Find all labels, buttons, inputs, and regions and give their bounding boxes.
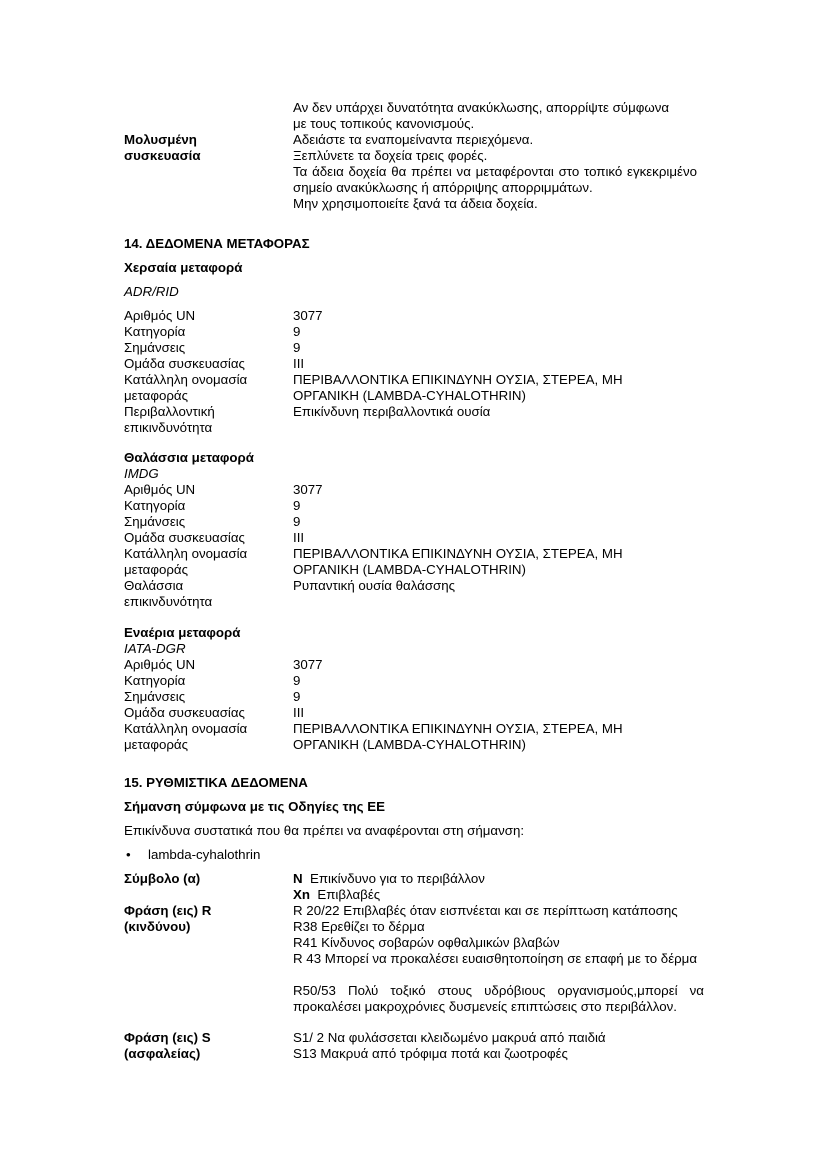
land-hazard-value: Επικίνδυνη περιβαλλοντικά ουσία [293,404,491,419]
s-phrase: S13 Μακρυά από τρόφιμα ποτά και ζωοτροφές [293,1046,568,1061]
air-transport-title: Εναέρια μεταφορά [124,625,241,640]
symbol-row-xn [293,887,380,903]
r-phrase: R38 Ερεθίζει το δέρμα [293,919,425,934]
ingredient-item: lambda-cyhalothrin [148,847,261,862]
bullet-icon: • [126,847,131,862]
land-class-label: Κατηγορία [124,324,186,339]
sea-class-value: 9 [293,498,301,513]
sea-class-label: Κατηγορία [124,498,186,513]
air-class-value: 9 [293,673,301,688]
air-shipping-name-value-2: ΟΡΓΑΝΙΚΗ (LAMBDA-CYHALOTHRIN) [293,737,526,752]
symbol-code: Xn [293,887,310,902]
land-shipping-name-value-2: ΟΡΓΑΝΙΚΗ (LAMBDA-CYHALOTHRIN) [293,388,526,403]
sea-shipping-name-value-1: ΠΕΡΙΒΑΛΛΟΝΤΙΚΑ ΕΠΙΚΙΝΔΥΝΗ ΟΥΣΙΑ, ΣΤΕΡΕΑ, ΜΗ [293,546,623,561]
symbol-text: Επιβλαβές [317,887,381,902]
disposal-intro-line-1: Αν δεν υπάρχει δυνατότητα ανακύκλωσης, απορρίψτε σύμφωνα [293,100,670,115]
disposal-line: Τα άδεια δοχεία θα πρέπει να μεταφέρονται στο τοπικό εγκεκριμένο σημείο ανακύκλωσης ή απόρριψης απορριμμάτων. [293,164,697,195]
land-labels-label: Σημάνσεις [124,340,186,355]
section-15-heading: 15. ΡΥΘΜΙΣΤΙΚΑ ΔΕΔΟΜΕΝΑ [124,775,308,790]
r-phrase: R41 Κίνδυνος σοβαρών οφθαλμικών βλαβών [293,935,560,950]
r-phrase: R 20/22 Επιβλαβές όταν εισπνέεται και σε περίπτωση κατάποσης [293,903,678,918]
sea-regulation: IMDG [124,466,159,481]
r-phrase: R 43 Μπορεί να προκαλέσει ευαισθητοποίηση σε επαφή με το δέρμα [293,951,698,966]
symbol-row-n [293,871,485,887]
sea-hazard-label-1: Θαλάσσια [124,578,184,593]
air-shipping-name-label-1: Κατάλληλη ονομασία [124,721,248,736]
sea-shipping-name-label-1: Κατάλληλη ονομασία [124,546,248,561]
land-hazard-label-1: Περιβαλλοντική [124,404,215,419]
land-un-value: 3077 [293,308,323,323]
air-class-label: Κατηγορία [124,673,186,688]
land-shipping-name-value-1: ΠΕΡΙΒΑΛΛΟΝΤΙΚΑ ΕΠΙΚΙΝΔΥΝΗ ΟΥΣΙΑ, ΣΤΕΡΕΑ, ΜΗ [293,372,623,387]
sea-labels-value: 9 [293,514,301,529]
land-shipping-name-label-1: Κατάλληλη ονομασία [124,372,248,387]
disposal-intro-line-2: με τους τοπικούς κανονισμούς. [293,116,475,131]
land-transport-title: Χερσαία μεταφορά [124,260,243,275]
land-hazard-label-2: επικινδυνότητα [124,420,213,435]
r-phrase-label-1: Φράση (εις) R [124,903,212,918]
section-14-heading: 14. ΔΕΔΟΜΕΝΑ ΜΕΤΑΦΟΡΑΣ [124,236,310,251]
air-shipping-name-value-1: ΠΕΡΙΒΑΛΛΟΝΤΙΚΑ ΕΠΙΚΙΝΔΥΝΗ ΟΥΣΙΑ, ΣΤΕΡΕΑ, ΜΗ [293,721,623,736]
air-labels-value: 9 [293,689,301,704]
contaminated-packaging-label-2: συσκευασία [124,148,201,163]
symbol-code: N [293,871,303,886]
contaminated-packaging-label-1: Μολυσμένη [124,132,197,147]
land-shipping-name-label-2: μεταφοράς [124,388,189,403]
sea-labels-label: Σημάνσεις [124,514,186,529]
land-un-label: Αριθμός UN [124,308,196,323]
symbol-text: Επικίνδυνο για το περιβάλλον [310,871,485,886]
air-labels-label: Σημάνσεις [124,689,186,704]
hazardous-components-intro: Επικίνδυνα συστατικά που θα πρέπει να αναφέρονται στη σήμανση: [124,823,525,838]
land-packing-group-label: Ομάδα συσκευασίας [124,356,245,371]
sea-packing-group-value: III [293,530,305,545]
air-packing-group-value: III [293,705,305,720]
land-labels-value: 9 [293,340,301,355]
eu-labelling-subtitle: Σήμανση σύμφωνα με τις Οδηγίες της ΕΕ [124,799,386,814]
sea-hazard-label-2: επικινδυνότητα [124,594,213,609]
air-shipping-name-label-2: μεταφοράς [124,737,189,752]
air-un-label: Αριθμός UN [124,657,196,672]
r-phrase-label-2: (κινδύνου) [124,919,191,934]
land-class-value: 9 [293,324,301,339]
land-packing-group-value: III [293,356,305,371]
air-packing-group-label: Ομάδα συσκευασίας [124,705,245,720]
disposal-line: Ξεπλύνετε τα δοχεία τρεις φορές. [293,148,488,163]
sea-packing-group-label: Ομάδα συσκευασίας [124,530,245,545]
sea-hazard-value: Ρυπαντική ουσία θαλάσσης [293,578,456,593]
land-regulation: ADR/RID [124,284,179,299]
symbol-label: Σύμβολο (α) [124,871,201,886]
s-phrase: S1/ 2 Να φυλάσσεται κλειδωμένο μακρυά από παιδιά [293,1030,606,1045]
disposal-line: Αδειάστε τα εναπομείναντα περιεχόμενα. [293,132,534,147]
sea-un-value: 3077 [293,482,323,497]
sea-transport-title: Θαλάσσια μεταφορά [124,450,254,465]
s-phrase-label-1: Φράση (εις) S [124,1030,211,1045]
sea-shipping-name-label-2: μεταφοράς [124,562,189,577]
air-un-value: 3077 [293,657,323,672]
disposal-line: Μην χρησιμοποιείτε ξανά τα άδεια δοχεία. [293,196,538,211]
air-regulation: IATA-DGR [124,641,186,656]
r-phrase: R50/53 Πολύ τοξικό στους υδρόβιους οργανισμούς,μπορεί να προκαλέσει μακροχρόνιες δυσμενείς επιπτώσεις στο περιβάλλον. [293,983,704,1014]
sea-un-label: Αριθμός UN [124,482,196,497]
sea-shipping-name-value-2: ΟΡΓΑΝΙΚΗ (LAMBDA-CYHALOTHRIN) [293,562,526,577]
s-phrase-label-2: (ασφαλείας) [124,1046,201,1061]
